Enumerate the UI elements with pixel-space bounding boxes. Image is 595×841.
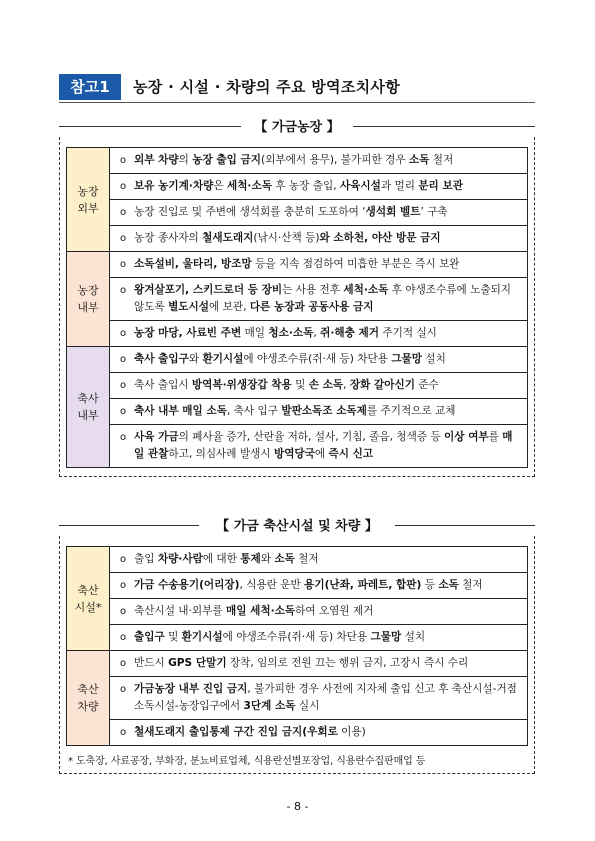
body-text: 에 야생조수류(쥐·새 등) 차단용 xyxy=(222,631,371,643)
list-item xyxy=(110,547,528,573)
emphasis-text: 환기시설 xyxy=(202,353,244,365)
list-item xyxy=(110,425,528,468)
emphasis-text: 3단계 소독 xyxy=(243,700,296,712)
list-item xyxy=(110,278,528,321)
table-row xyxy=(67,252,528,278)
table-row xyxy=(67,399,528,425)
emphasis-text: 즉시 신고 xyxy=(328,448,374,460)
category-farm-inside: 농장 내부 xyxy=(67,252,110,347)
list-item xyxy=(110,321,528,347)
table-row xyxy=(67,226,528,252)
emphasis-text: GPS 단말기 xyxy=(168,657,227,669)
section-title: 【 가금농장 】 xyxy=(59,116,535,135)
section-frame xyxy=(59,536,535,774)
body-text: 설치 xyxy=(401,631,426,643)
category-vehicle: 축산 차량 xyxy=(67,651,110,746)
body-text: 준수 xyxy=(414,379,439,391)
table-row xyxy=(67,547,528,573)
body-text: 와 xyxy=(188,353,203,365)
list-item xyxy=(110,200,528,226)
list-item xyxy=(110,625,528,651)
emphasis-text: 와 소하천, 야산 방문 금지 xyxy=(319,232,441,244)
emphasis-text: (우회로 xyxy=(302,726,338,738)
body-text: , 식용란 운반 xyxy=(239,579,305,591)
emphasis-text: 가금농장 내부 진입 금지 xyxy=(134,683,248,695)
emphasis-text: 보유 농기계·차량 xyxy=(134,180,214,192)
body-text: 이용) xyxy=(337,726,366,738)
body-text: 등 xyxy=(421,579,439,591)
body-text: (낚시·산책 등) xyxy=(253,232,320,244)
body-text: 하여 오염원 제거 xyxy=(295,605,374,617)
table-row xyxy=(67,677,528,720)
emphasis-text: 그물망 xyxy=(370,631,402,643)
emphasis-text: 방역당국 xyxy=(273,448,315,460)
header-underline xyxy=(59,102,535,103)
table-row xyxy=(67,720,528,746)
emphasis-text: 차량·사람 xyxy=(157,553,203,565)
emphasis-text: 사육 가금 xyxy=(134,431,179,443)
emphasis-text: 매일 관찰 xyxy=(134,431,513,460)
emphasis-text: 쥐·해충 제거 xyxy=(320,327,380,339)
emphasis-text: 방역복·위생장갑 착용 xyxy=(191,379,292,391)
category-farm-outside: 농장 외부 xyxy=(67,148,110,252)
table-row xyxy=(67,573,528,599)
body-text: 철저 xyxy=(429,154,454,166)
body-text: 등을 지속 점검하여 미흡한 부분은 즉시 보완 xyxy=(251,258,460,270)
body-text: 주기적 실시 xyxy=(379,327,437,339)
body-text: 철저 xyxy=(458,579,483,591)
measures-table xyxy=(66,147,528,468)
reference-header xyxy=(59,74,535,104)
page-title: 농장 · 시설 · 차량의 주요 방역조치사항 xyxy=(133,78,400,96)
list-item xyxy=(110,720,528,746)
emphasis-text: 청소·소독 xyxy=(268,327,314,339)
list-item xyxy=(110,174,528,200)
table-row xyxy=(67,625,528,651)
emphasis-text: 철새도래지 xyxy=(202,232,254,244)
list-item xyxy=(110,399,528,425)
body-text: , 축사 입구 xyxy=(226,405,282,417)
emphasis-text: 소독 xyxy=(408,154,430,166)
table-row xyxy=(67,425,528,468)
emphasis-text: 세척·소독 xyxy=(343,284,389,296)
table-row xyxy=(67,373,528,399)
body-text: 실시 xyxy=(295,700,320,712)
list-item xyxy=(110,148,528,174)
body-text: , xyxy=(313,327,321,339)
list-item xyxy=(110,599,528,625)
body-text: 축산시설 내·외부를 xyxy=(134,605,226,617)
emphasis-text: 축사 출입구 xyxy=(134,353,189,365)
body-text: 반드시 xyxy=(134,657,169,669)
emphasis-text: 그물망 xyxy=(391,353,423,365)
emphasis-text: 세척·소독 xyxy=(226,180,272,192)
emphasis-text: 이상 여부 xyxy=(444,431,489,443)
body-text: 후 농장 출입, xyxy=(271,180,340,192)
emphasis-text: 매일 세척·소독 xyxy=(225,605,296,617)
body-text: 장착, 임의로 전원 끄는 행위 금지, 고장시 즉시 수리 xyxy=(226,657,469,669)
body-text: 를 주기적으로 교체 xyxy=(366,405,456,417)
emphasis-text: 장화 갈아신기 xyxy=(349,379,415,391)
list-item xyxy=(110,651,528,677)
section-frame xyxy=(59,137,535,477)
table-row xyxy=(67,321,528,347)
body-text: 의 폐사율 증가, 산란율 저하, 설사, 기침, 졸음, 청색증 등 xyxy=(178,431,445,443)
section-title: 【 가금 축산시설 및 차량 】 xyxy=(59,515,535,534)
body-text: 에 야생조수류(쥐·새 등) 차단용 xyxy=(243,353,392,365)
emphasis-text: 통제 xyxy=(240,553,261,565)
reference-badge: 참고1 xyxy=(59,74,121,100)
table-row xyxy=(67,200,528,226)
emphasis-text: 축사 내부 매일 소독 xyxy=(134,405,227,417)
list-item xyxy=(110,226,528,252)
body-text: 철저 xyxy=(294,553,319,565)
body-text: 를 xyxy=(488,431,503,443)
table-row xyxy=(67,651,528,677)
measures-table xyxy=(66,546,528,746)
body-text: 및 xyxy=(291,379,309,391)
emphasis-text: 농장 마당, 사료빈 주변 xyxy=(134,327,242,339)
list-item xyxy=(110,252,528,278)
section-poultry-farm xyxy=(59,115,535,477)
emphasis-text: 손 소독 xyxy=(308,379,344,391)
list-item xyxy=(110,573,528,599)
body-text: 의 xyxy=(178,154,193,166)
table-row xyxy=(67,599,528,625)
body-text: 후 야생조수류에 노출되지 않도록 xyxy=(134,284,512,313)
emphasis-text: 다른 농장과 공동사용 금지 xyxy=(249,301,374,313)
emphasis-text: 소독설비, 울타리, 방조망 xyxy=(134,258,252,270)
body-text: 에 보관, xyxy=(209,301,250,313)
table-row xyxy=(67,174,528,200)
footnote: * 도축장, 사료공장, 부화장, 분뇨비료업체, 식용란선별포장업, 식용란수집판매업 등 xyxy=(68,756,426,767)
body-text: ’ 구축 xyxy=(420,206,448,218)
section-header xyxy=(59,514,535,536)
emphasis-text: 왕겨살포기, 스키드로더 등 장비 xyxy=(134,284,283,296)
table-row xyxy=(67,148,528,174)
page-number: - 8 - xyxy=(286,800,309,813)
body-text: , xyxy=(343,379,350,391)
emphasis-text: 철새도래지 출입통제 구간 진입 금지 xyxy=(134,726,303,738)
list-item xyxy=(110,347,528,373)
emphasis-text: 용기(난좌, 파레트, 합판) xyxy=(304,579,422,591)
emphasis-text: 출입구 xyxy=(134,631,165,643)
table-row xyxy=(67,278,528,321)
list-item xyxy=(110,677,528,720)
body-text: 에 대한 xyxy=(202,553,241,565)
body-text: 은 xyxy=(213,180,227,192)
body-text: 에 xyxy=(314,448,329,460)
body-text: 와 xyxy=(260,553,275,565)
emphasis-text: 사육시설 xyxy=(339,180,381,192)
category-facility: 축산 시설* xyxy=(67,547,110,651)
table-row xyxy=(67,347,528,373)
emphasis-text: 별도시설 xyxy=(168,301,210,313)
body-text: 및 xyxy=(164,631,182,643)
body-text: 농장 진입로 및 주변에 생석회를 충분히 도포하여 ‘ xyxy=(134,206,366,218)
emphasis-text: 가금 수송용기(어리장) xyxy=(134,579,240,591)
body-text: 출입 xyxy=(134,553,158,565)
emphasis-text: 발판소독조 소독제 xyxy=(281,405,367,417)
list-item xyxy=(110,373,528,399)
emphasis-text: 소독 xyxy=(438,579,459,591)
emphasis-text: 분리 보관 xyxy=(418,180,463,192)
body-text: 는 사용 전후 xyxy=(282,284,344,296)
body-text: 축사 출입시 xyxy=(134,379,192,391)
section-header xyxy=(59,115,535,137)
emphasis-text: 소독 xyxy=(274,553,295,565)
body-text: 설치 xyxy=(422,353,446,365)
category-barn-inside: 축사 내부 xyxy=(67,347,110,468)
body-text: 농장 종사자의 xyxy=(134,232,203,244)
emphasis-text: 생석회 벨트 xyxy=(365,206,421,218)
emphasis-text: 외부 차량 xyxy=(134,154,179,166)
section-facilities-vehicles xyxy=(59,514,535,774)
body-text: 매일 xyxy=(241,327,269,339)
emphasis-text: 환기시설 xyxy=(181,631,223,643)
body-text: (외부에서 용무), 불가피한 경우 xyxy=(261,154,409,166)
body-text: 하고, 의심사례 발생시 xyxy=(168,448,274,460)
body-text: 과 멀리 xyxy=(380,180,419,192)
body-text: , 불가피한 경우 사전에 지자체 출입 신고 후 축산시설-거점소독시설-농장입구에서 xyxy=(134,683,517,712)
emphasis-text: 농장 출입 금지 xyxy=(192,154,262,166)
